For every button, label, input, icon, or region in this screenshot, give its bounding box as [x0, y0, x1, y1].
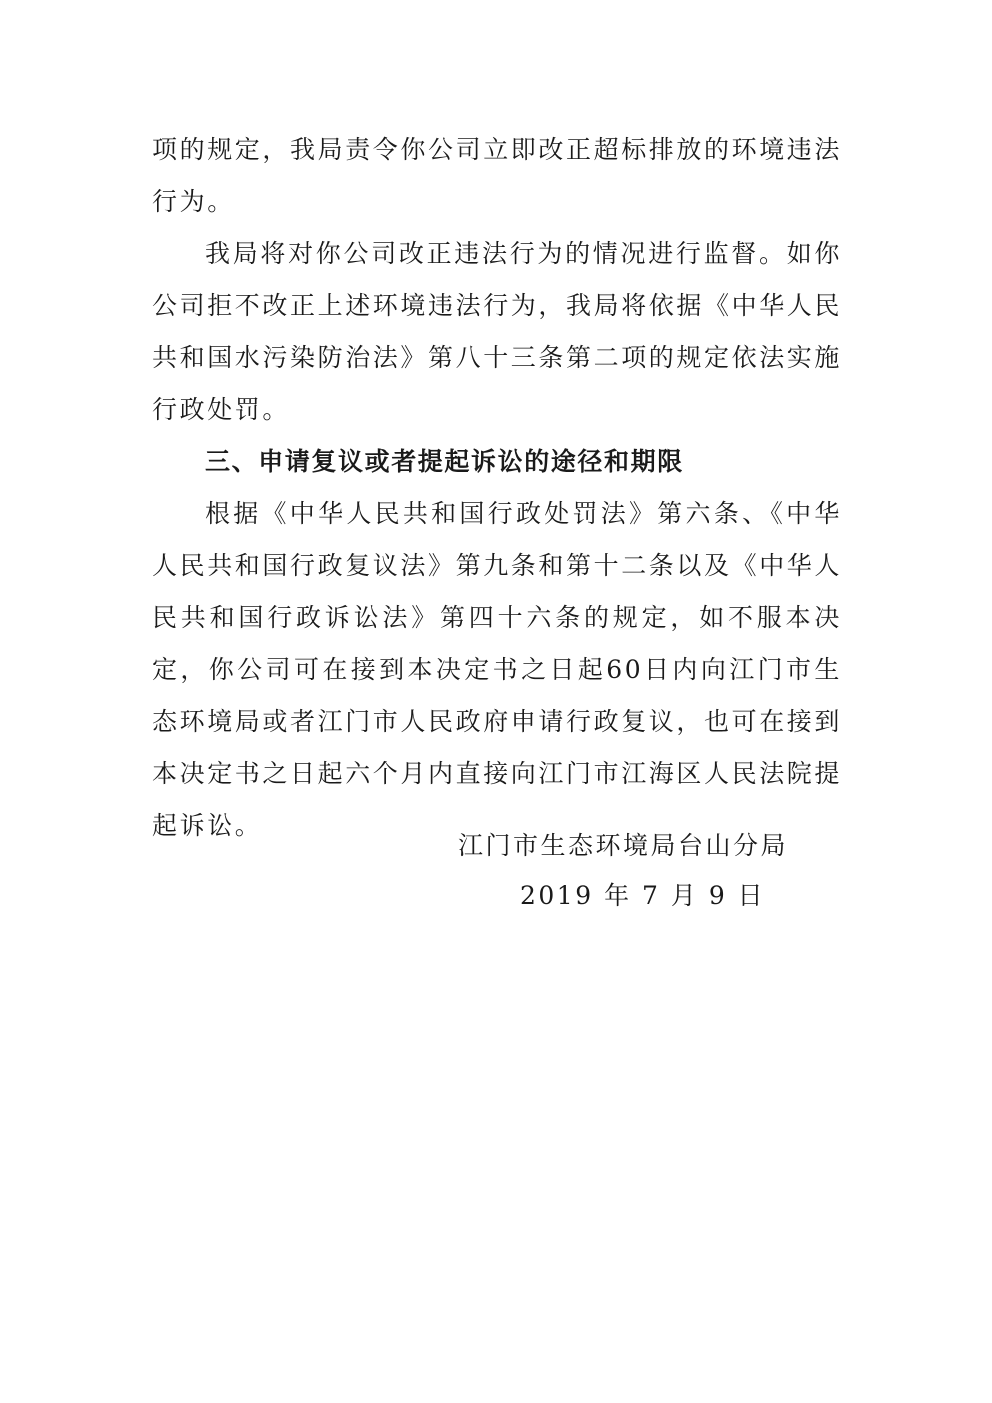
paragraph-appeal-rights: 根据《中华人民共和国行政处罚法》第六条、《中华人民共和国行政复议法》第九条和第十二条以及《中华人民共和国行政诉讼法》第四十六条的规定，如不服本决定，你公司可在接到本决定书之日起60日内向江门市生态环境局或者江门市人民政府申请行政复议，也可在接到本决定书之日起六个月内直接向江门市江海区人民法院提起诉讼。: [152, 499, 843, 840]
paragraph-supervision: 我局将对你公司改正违法行为的情况进行监督。如你公司拒不改正上述环境违法行为，我局将依据《中华人民共和国水污染防治法》第八十三条第二项的规定依法实施行政处罚。: [152, 239, 843, 424]
document-body: [152, 124, 842, 852]
issue-date: 2019 年 7 月 9 日: [520, 881, 766, 910]
issuing-organization: 江门市生态环境局台山分局: [458, 831, 789, 860]
paragraph-continuation: 项的规定，我局责令你公司立即改正超标排放的环境违法行为。: [152, 135, 843, 216]
section-heading-appeal: 三、申请复议或者提起诉讼的途径和期限: [205, 447, 684, 476]
